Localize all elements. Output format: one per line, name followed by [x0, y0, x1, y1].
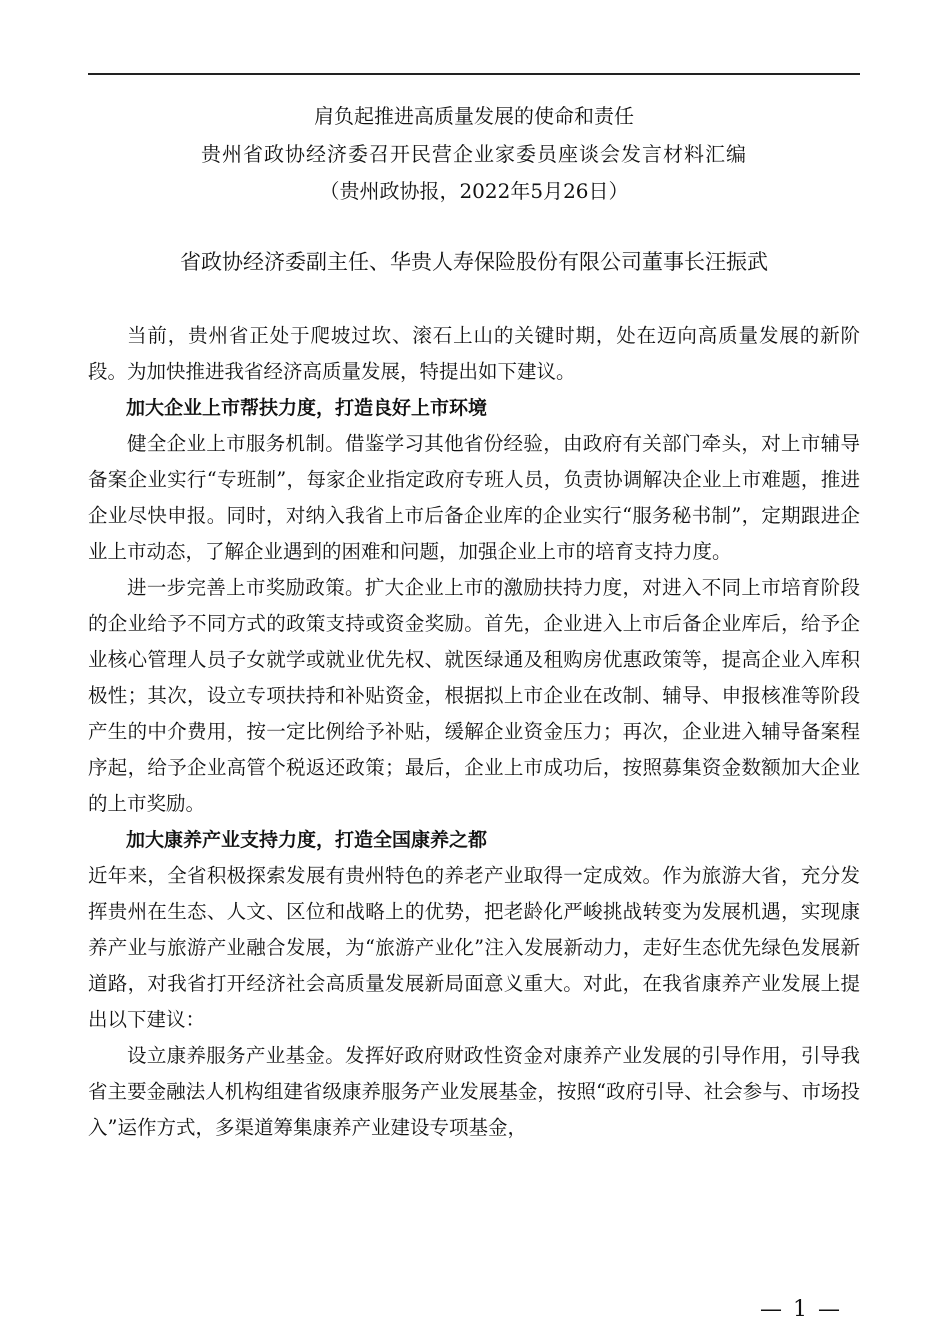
paragraph: 健全企业上市服务机制。借鉴学习其他省份经验，由政府有关部门牵头，对上市辅导备案企业实行“专班制”，每家企业指定政府专班人员，负责协调解决企业上市难题，推进企业尽快申报。同时，对纳入我省上市后备企业库的企业实行“服务秘书制”，定期跟进企业上市动态，了解企业遇到的困难和问题，加强企业上市的培育支持力度。	[88, 432, 860, 563]
paragraph: 设立康养服务产业基金。发挥好政府财政性资金对康养产业发展的引导作用，引导我省主要金融法人机构组建省级康养服务产业发展基金，按照“政府引导、社会参与、市场投入”运作方式，多渠道筹集康养产业建设专项基金，	[88, 1044, 860, 1139]
section-heading: 加大企业上市帮扶力度，打造良好上市环境	[126, 397, 488, 419]
page-number: — 1 —	[760, 1297, 842, 1322]
intro-paragraph: 当前，贵州省正处于爬坡过坎、滚石上山的关键时期，处在迈向高质量发展的新阶段。为加快推进我省经济高质量发展，特提出如下建议。	[88, 324, 860, 383]
document-title: 肩负起推进高质量发展的使命和责任	[314, 104, 634, 128]
speaker-line: 省政协经济委副主任、华贵人寿保险股份有限公司董事长汪振武	[180, 250, 768, 274]
top-rule	[88, 73, 860, 75]
paragraph: 近年来，全省积极探索发展有贵州特色的养老产业取得一定成效。作为旅游大省，充分发挥贵州在生态、人文、区位和战略上的优势，把老龄化严峻挑战转变为发展机遇，实现康养产业与旅游产业融合发展，为“旅游产业化”注入发展新动力，走好生态优先绿色发展新道路，对我省打开经济社会高质量发展新局面意义重大。对此，在我省康养产业发展上提出以下建议：	[88, 864, 860, 1031]
paragraph: 进一步完善上市奖励政策。扩大企业上市的激励扶持力度，对进入不同上市培育阶段的企业给予不同方式的政策支持或资金奖励。首先，企业进入上市后备企业库后，给予企业核心管理人员子女就学或就业优先权、就医绿通及租购房优惠政策等，提高企业入库积极性；其次，设立专项扶持和补贴资金，根据拟上市企业在改制、辅导、申报核准等阶段产生的中介费用，按一定比例给予补贴，缓解企业资金压力；再次，企业进入辅导备案程序起，给予企业高管个税返还政策；最后，企业上市成功后，按照募集资金数额加大企业的上市奖励。	[88, 576, 860, 815]
document-subtitle: 贵州省政协经济委召开民营企业家委员座谈会发言材料汇编	[201, 142, 747, 166]
document-source: （贵州政协报，2022年5月26日）	[319, 179, 629, 203]
section-heading: 加大康养产业支持力度，打造全国康养之都	[126, 829, 488, 851]
document-body	[88, 318, 860, 1146]
